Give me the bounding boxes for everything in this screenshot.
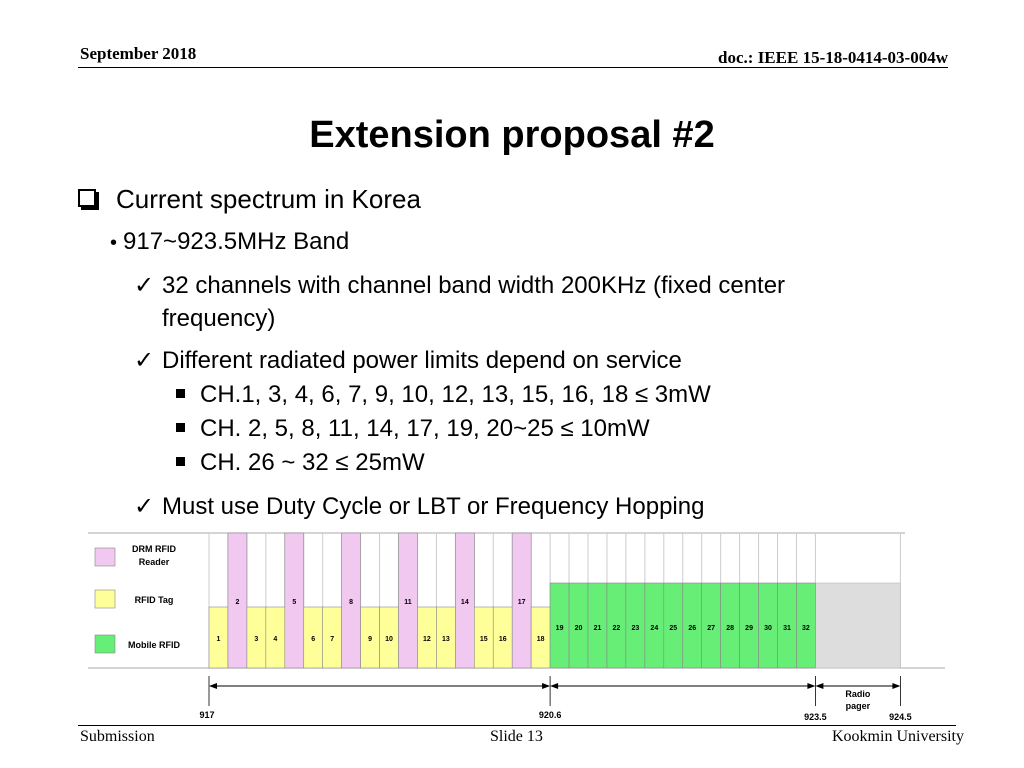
channel-label: 16 — [498, 636, 507, 643]
channel-label: 14 — [460, 599, 469, 606]
channel-label: 17 — [517, 599, 526, 606]
channel-label: 23 — [631, 625, 640, 632]
channel-label: 31 — [783, 625, 791, 632]
legend-swatch — [95, 590, 115, 608]
footer-right: Kookmin University — [832, 728, 964, 745]
footer-divider — [78, 725, 956, 726]
channel-label: 6 — [311, 636, 316, 643]
frequency-label: 920.6 — [538, 710, 562, 720]
sub-item-3-text: CH. 26 ~ 32 ≤ 25mW — [200, 449, 425, 476]
slide-title: Extension proposal #2 — [309, 114, 715, 156]
channel-label: 20 — [574, 625, 583, 632]
span-arrow-923-5-924-5-head-left — [815, 683, 823, 689]
channel-label: 25 — [669, 625, 678, 632]
channel-label: 22 — [612, 625, 621, 632]
check-item-2-text: Different radiated power limits depend on service — [162, 347, 682, 374]
legend-label: Reader — [138, 557, 170, 567]
dot-bullet-icon: • — [110, 232, 118, 254]
footer-slide-number: Slide 13 — [490, 728, 543, 745]
channel-label: 3 — [254, 636, 259, 643]
span-arrow-917-920-6-head-left — [209, 683, 217, 689]
header-doc-id: doc.: IEEE 15-18-0414-03-004w — [718, 48, 948, 67]
checkmark-icon: ✓ — [134, 272, 155, 299]
sub-item-1-text: CH.1, 3, 4, 6, 7, 9, 10, 12, 13, 15, 16, 18 ≤ 3mW — [200, 381, 711, 408]
channel-label: 15 — [479, 636, 488, 643]
frequency-label: 924.5 — [889, 712, 912, 722]
legend-label: Mobile RFID — [128, 640, 180, 650]
span-arrow-917-920-6-head-right — [542, 683, 550, 689]
channel-label: 18 — [536, 636, 545, 643]
legend-swatch — [95, 635, 115, 653]
channel-label: 27 — [707, 625, 716, 632]
bullet-level2-text: 917~923.5MHz Band — [123, 228, 350, 255]
span-arrow-923-5-924-5-head-right — [892, 683, 900, 689]
channel-label: 12 — [423, 636, 431, 643]
check-item-1-continued: frequency) — [162, 305, 276, 332]
radio-pager-band — [815, 583, 900, 668]
channel-label: 11 — [404, 599, 412, 606]
sub-item-2-text: CH. 2, 5, 8, 11, 14, 17, 19, 20~25 ≤ 10mW — [200, 415, 650, 442]
channel-label: 5 — [292, 599, 297, 606]
span-arrow-920-6-923-5-head-left — [550, 683, 558, 689]
channel-label: 9 — [368, 636, 373, 643]
check-item-3-text: Must use Duty Cycle or LBT or Frequency Hopping — [162, 493, 705, 520]
checkmark-icon: ✓ — [134, 493, 155, 520]
radio-pager-label: Radio — [845, 689, 871, 699]
checkmark-icon: ✓ — [134, 347, 155, 374]
legend-label: RFID Tag — [134, 595, 174, 605]
footer-left: Submission — [80, 728, 155, 745]
frequency-label: 917 — [199, 710, 215, 720]
legend-label: DRM RFID — [132, 544, 176, 554]
channel-label: 7 — [330, 636, 335, 643]
channel-label: 2 — [235, 599, 240, 606]
check-item-1-text: 32 channels with channel band width 200KHz (fixed center — [162, 272, 786, 299]
channel-label: 21 — [593, 625, 602, 632]
channel-label: 29 — [745, 625, 753, 632]
channel-label: 24 — [650, 625, 659, 632]
channel-label: 26 — [688, 625, 697, 632]
span-arrow-920-6-923-5-head-right — [807, 683, 815, 689]
channel-label: 13 — [441, 636, 450, 643]
channel-label: 1 — [216, 636, 221, 643]
header-date: September 2018 — [80, 44, 197, 63]
bullet-level1-text: Current spectrum in Korea — [116, 184, 421, 214]
channel-label: 30 — [764, 625, 772, 632]
channel-label: 28 — [726, 625, 735, 632]
radio-pager-label: pager — [845, 701, 871, 711]
channel-label: 4 — [273, 636, 278, 643]
channel-label: 32 — [802, 625, 810, 632]
channel-label: 8 — [349, 599, 354, 606]
channel-label: 10 — [385, 636, 393, 643]
channel-label: 19 — [555, 625, 564, 632]
frequency-label: 923.5 — [804, 712, 827, 722]
legend-swatch — [95, 548, 115, 566]
